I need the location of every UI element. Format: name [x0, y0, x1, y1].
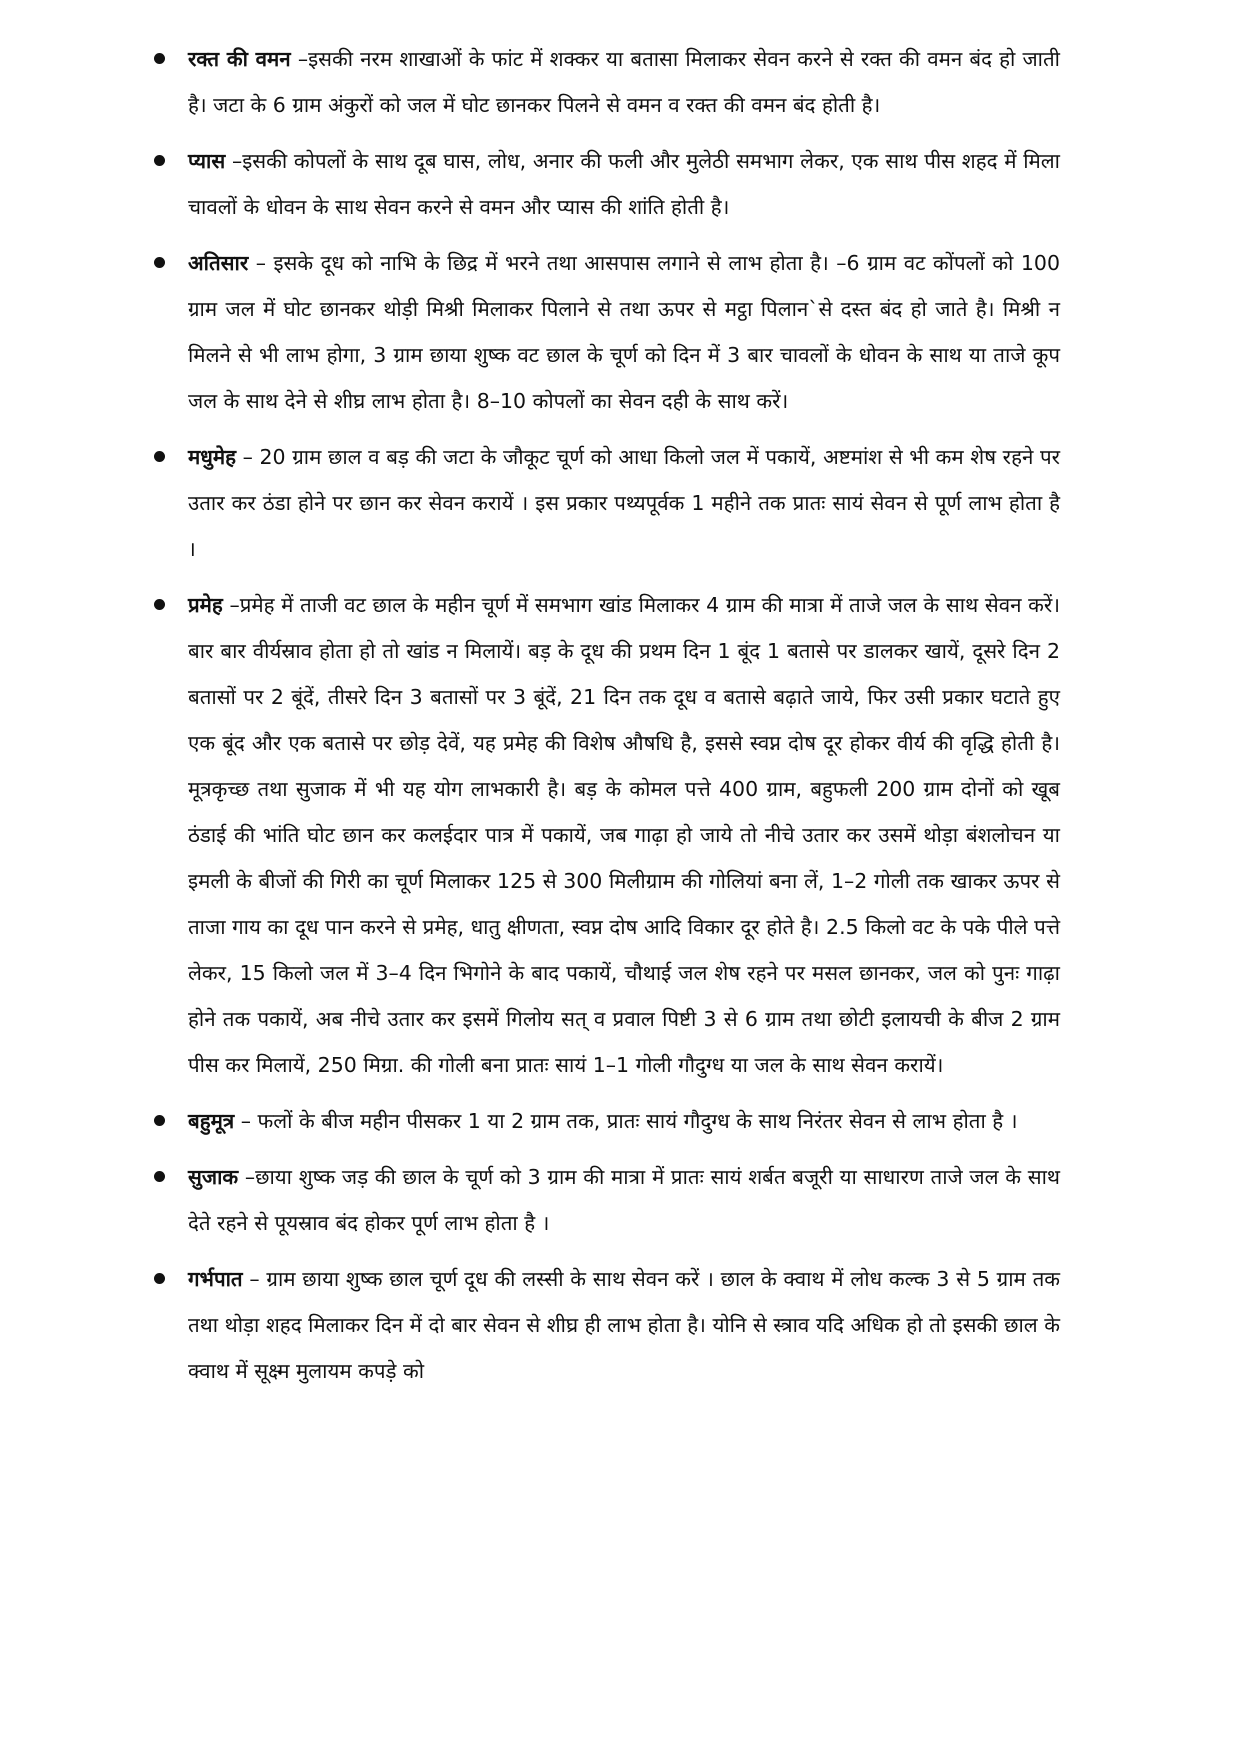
- item-text: – ग्राम छाया शुष्क छाल चूर्ण दूध की लस्सी के साथ सेवन करें । छाल के क्वाथ में लोध कल्क 3 से 5 ग्राम तक तथा थोड़ा शहद मिलाकर दिन में दो बार सेवन से शीघ्र ही लाभ होता है। योनि से स्त्राव यदि अधिक हो तो इसकी छाल के क्वाथ में सूक्ष्म मुलायम कपड़े को: [188, 1267, 1060, 1383]
- item-text: –इसकी कोपलों के साथ दूब घास, लोध, अनार की फली और मुलेठी समभाग लेकर, एक साथ पीस शहद में मिला चावलों के धोवन के साथ सेवन करने से वमन और प्यास की शांति होती है।: [188, 149, 1060, 219]
- remedy-list: [150, 36, 1060, 1404]
- item-text: –इसकी नरम शाखाओं के फांट में शक्कर या बतासा मिलाकर सेवन करने से रक्त की वमन बंद हो जाती है। जटा के 6 ग्राम अंकुरों को जल में घोट छानकर पिलने से वमन व रक्त की वमन बंद होती है।: [188, 47, 1060, 117]
- list-item: [150, 582, 1060, 1088]
- bullet-icon: [154, 53, 165, 64]
- list-item: [150, 240, 1060, 424]
- item-text: – 20 ग्राम छाल व बड़ की जटा के जौकूट चूर्ण को आधा किलो जल में पकायें, अष्टमांश से भी कम शेष रहने पर उतार कर ठंडा होने पर छान कर सेवन करायें । इस प्रकार पथ्यपूर्वक 1 महीने तक प्रातः सायं सेवन से पूर्ण लाभ होता है ।: [188, 445, 1060, 561]
- item-term: प्यास: [188, 149, 226, 173]
- bullet-icon: [154, 257, 165, 268]
- bullet-icon: [154, 1115, 165, 1126]
- list-item: [150, 138, 1060, 230]
- item-term: बहुमूत्र: [188, 1109, 235, 1133]
- item-term: मधुमेह: [188, 445, 237, 469]
- list-item: [150, 1154, 1060, 1246]
- bullet-icon: [154, 1273, 165, 1284]
- item-text: –छाया शुष्क जड़ की छाल के चूर्ण को 3 ग्राम की मात्रा में प्रातः सायं शर्बत बजूरी या साधारण ताजे जल के साथ देते रहने से पूयस्राव बंद होकर पूर्ण लाभ होता है ।: [188, 1165, 1060, 1235]
- list-item: [150, 1098, 1060, 1144]
- item-term: अतिसार: [188, 251, 249, 275]
- list-item: [150, 1256, 1060, 1394]
- item-text: – फलों के बीज महीन पीसकर 1 या 2 ग्राम तक, प्रातः सायं गौदुग्ध के साथ निरंतर सेवन से लाभ होता है ।: [234, 1109, 1018, 1133]
- item-term: रक्त की वमन: [188, 47, 291, 71]
- list-item: [150, 36, 1060, 128]
- bullet-icon: [154, 155, 165, 166]
- item-term: प्रमेह: [188, 593, 223, 617]
- item-term: सुजाक: [188, 1165, 239, 1189]
- bullet-icon: [154, 1171, 165, 1182]
- bullet-icon: [154, 599, 165, 610]
- item-text: –प्रमेह में ताजी वट छाल के महीन चूर्ण में समभाग खांड मिलाकर 4 ग्राम की मात्रा में ताजे जल के साथ सेवन करें। बार बार वीर्यस्राव होता हो तो खांड न मिलायें। बड़ के दूध की प्रथम दिन 1 बूंद 1 बतासे पर डालकर खायें, दूसरे दिन 2 बतासों पर 2 बूंदें, तीसरे दिन 3 बतासों पर 3 बूंदें, 21 दिन तक दूध व बतासे बढ़ाते जाये, फिर उसी प्रकार घटाते हुए एक बूंद और एक बतासे पर छोड़ देवें, यह प्रमेह की विशेष औषधि है, इससे स्वप्न दोष दूर होकर वीर्य की वृद्धि होती है। मूत्रकृच्छ तथा सुजाक में भी यह योग लाभकारी है। बड़ के कोमल पत्ते 400 ग्राम, बहुफली 200 ग्राम दोनों को खूब ठंडाई की भांति घोट छान कर कलईदार पात्र में पकायें, जब गाढ़ा हो जाये तो नीचे उतार कर उसमें थोड़ा बंशलोचन या इमली के बीजों की गिरी का चूर्ण मिलाकर 125 से 300 मिलीग्राम की गोलियां बना लें, 1–2 गोली तक खाकर ऊपर से ताजा गाय का दूध पान करने से प्रमेह, धातु क्षीणता, स्वप्न दोष आदि विकार दूर होते है। 2.5 किलो वट के पके पीले पत्ते लेकर, 15 किलो जल में 3–4 दिन भिगोने के बाद पकायें, चौथाई जल शेष रहने पर मसल छानकर, जल को पुनः गाढ़ा होने तक पकायें, अब नीचे उतार कर इसमें गिलोय सत् व प्रवाल पिष्टी 3 से 6 ग्राम तथा छोटी इलायची के बीज 2 ग्राम पीस कर मिलायें, 250 मिग्रा. की गोली बना प्रातः सायं 1–1 गोली गौदुग्ध या जल के साथ सेवन करायें।: [188, 593, 1060, 1077]
- bullet-icon: [154, 451, 165, 462]
- item-term: गर्भपात: [188, 1267, 243, 1291]
- item-text: – इसके दूध को नाभि के छिद्र में भरने तथा आसपास लगाने से लाभ होता है। –6 ग्राम वट कोंपलों को 100 ग्राम जल में घोट छानकर थोड़ी मिश्री मिलाकर पिलाने से तथा ऊपर से मट्ठा पिलान`से दस्त बंद हो जाते है। मिश्री न मिलने से भी लाभ होगा, 3 ग्राम छाया शुष्क वट छाल के चूर्ण को दिन में 3 बार चावलों के धोवन के साथ या ताजे कूप जल के साथ देने से शीघ्र लाभ होता है। 8–10 कोपलों का सेवन दही के साथ करें।: [188, 251, 1060, 413]
- list-item: [150, 434, 1060, 572]
